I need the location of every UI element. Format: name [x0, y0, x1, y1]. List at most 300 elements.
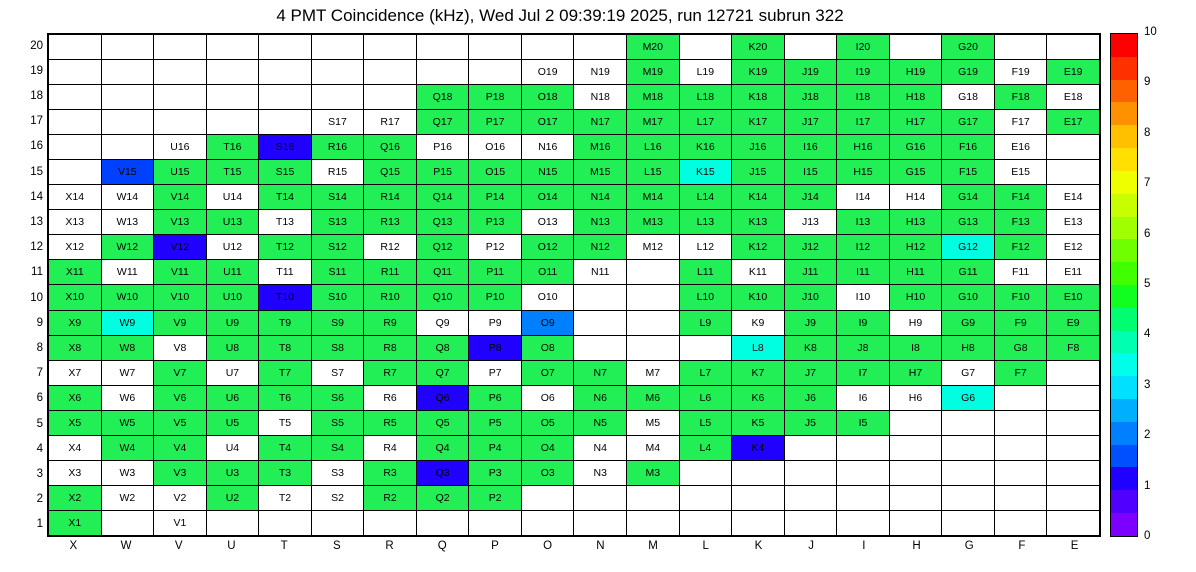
- heatmap-cell-empty: [1047, 435, 1100, 460]
- heatmap-cell-empty: [889, 460, 942, 485]
- heatmap-cell-L14: L14: [679, 185, 732, 210]
- heatmap-cell-E12: E12: [1047, 235, 1100, 260]
- x-axis-tick: E: [1070, 540, 1079, 552]
- heatmap-cell-R2: R2: [364, 485, 417, 510]
- heatmap-cell-G18: G18: [942, 85, 995, 110]
- heatmap-row: [49, 360, 1100, 385]
- heatmap-cell-G6: G6: [942, 385, 995, 410]
- heatmap-cell-J10: J10: [784, 285, 837, 310]
- x-axis-tick: O: [543, 540, 553, 552]
- colorbar-tick: 5: [1144, 278, 1151, 290]
- heatmap-cell-R16: R16: [311, 135, 364, 160]
- heatmap-cell-F7: F7: [994, 360, 1047, 385]
- heatmap-cell-empty: [521, 485, 574, 510]
- heatmap-cell-Q16: Q16: [364, 135, 417, 160]
- heatmap-cell-K18: K18: [732, 85, 785, 110]
- heatmap-cell-empty: [154, 35, 207, 60]
- heatmap-cell-W3: W3: [101, 460, 154, 485]
- heatmap-cell-I7: I7: [837, 360, 890, 385]
- heatmap-cell-empty: [154, 85, 207, 110]
- heatmap-cell-L8: L8: [732, 335, 785, 360]
- heatmap-cell-empty: [311, 60, 364, 85]
- heatmap-cell-empty: [942, 460, 995, 485]
- heatmap-cell-R6: R6: [364, 385, 417, 410]
- heatmap-cell-M13: M13: [627, 210, 680, 235]
- heatmap-cell-O16: O16: [469, 135, 522, 160]
- heatmap-cell-S5: S5: [311, 410, 364, 435]
- x-axis-tick: S: [333, 540, 341, 552]
- heatmap-cell-empty: [206, 35, 259, 60]
- heatmap-cell-empty: [206, 60, 259, 85]
- colorbar-segment: [1111, 399, 1137, 422]
- heatmap-cell-J6: J6: [784, 385, 837, 410]
- heatmap-cell-K17: K17: [732, 110, 785, 135]
- heatmap-cell-empty: [416, 60, 469, 85]
- heatmap-cell-J19: J19: [784, 60, 837, 85]
- heatmap-cell-S16: S16: [259, 135, 312, 160]
- heatmap-cell-R10: R10: [364, 285, 417, 310]
- heatmap-cell-J18: J18: [784, 85, 837, 110]
- heatmap-cell-empty: [49, 110, 102, 135]
- heatmap-cell-X1: X1: [49, 510, 102, 535]
- heatmap-cell-R13: R13: [364, 210, 417, 235]
- heatmap-cell-empty: [469, 510, 522, 535]
- heatmap-cell-G8: G8: [994, 335, 1047, 360]
- heatmap-cell-H12: H12: [889, 235, 942, 260]
- heatmap-cell-Q3: Q3: [416, 460, 469, 485]
- y-axis-tick: 3: [36, 468, 43, 480]
- heatmap-cell-T4: T4: [259, 435, 312, 460]
- heatmap-cell-P14: P14: [469, 185, 522, 210]
- heatmap-cell-X7: X7: [49, 360, 102, 385]
- heatmap-cell-U6: U6: [206, 385, 259, 410]
- heatmap-cell-J14: J14: [784, 185, 837, 210]
- heatmap-cell-N7: N7: [574, 360, 627, 385]
- heatmap-cell-empty: [364, 510, 417, 535]
- heatmap-cell-H9: H9: [889, 310, 942, 335]
- colorbar-segment: [1111, 148, 1137, 171]
- heatmap-cell-M14: M14: [627, 185, 680, 210]
- heatmap-cell-empty: [784, 35, 837, 60]
- heatmap-cell-empty: [784, 485, 837, 510]
- heatmap-cell-empty: [889, 435, 942, 460]
- heatmap-row: [49, 160, 1100, 185]
- heatmap-cell-T13: T13: [259, 210, 312, 235]
- heatmap-row: [49, 510, 1100, 535]
- heatmap-cell-empty: [837, 435, 890, 460]
- heatmap-cell-L15: L15: [627, 160, 680, 185]
- heatmap-cell-P7: P7: [469, 360, 522, 385]
- heatmap-cell-P4: P4: [469, 435, 522, 460]
- y-axis-tick: 5: [36, 417, 43, 430]
- heatmap-cell-X13: X13: [49, 210, 102, 235]
- heatmap-cell-V9: V9: [154, 310, 207, 335]
- heatmap-cell-M5: M5: [627, 410, 680, 435]
- heatmap-cell-K12: K12: [732, 235, 785, 260]
- heatmap-cell-G9: G9: [942, 310, 995, 335]
- colorbar-segment: [1111, 217, 1137, 240]
- heatmap-cell-G16: G16: [889, 135, 942, 160]
- x-axis-tick: I: [862, 540, 866, 552]
- heatmap-cell-H13: H13: [889, 210, 942, 235]
- y-axis-tick: 6: [36, 392, 43, 405]
- heatmap-cell-N4: N4: [574, 435, 627, 460]
- heatmap-row: [49, 60, 1100, 85]
- heatmap-cell-J9: J9: [784, 310, 837, 335]
- heatmap-cell-H7: H7: [889, 360, 942, 385]
- heatmap-cell-H14: H14: [889, 185, 942, 210]
- heatmap-cell-empty: [101, 135, 154, 160]
- heatmap-cell-empty: [627, 335, 680, 360]
- heatmap-cell-Q14: Q14: [416, 185, 469, 210]
- heatmap-row: [49, 135, 1100, 160]
- x-axis-tick: X: [69, 540, 78, 552]
- heatmap-cell-R15: R15: [311, 160, 364, 185]
- heatmap-cell-P10: P10: [469, 285, 522, 310]
- heatmap-table: [48, 34, 1100, 536]
- heatmap-cell-M4: M4: [627, 435, 680, 460]
- heatmap-cell-empty: [101, 85, 154, 110]
- colorbar-segment: [1111, 331, 1137, 354]
- heatmap-cell-L5: L5: [679, 410, 732, 435]
- heatmap-cell-empty: [206, 110, 259, 135]
- y-axis-tick: 14: [30, 190, 43, 203]
- heatmap-cell-S17: S17: [311, 110, 364, 135]
- heatmap-cell-empty: [416, 510, 469, 535]
- heatmap-cell-empty: [311, 510, 364, 535]
- colorbar-segment: [1111, 422, 1137, 445]
- heatmap-cell-S4: S4: [311, 435, 364, 460]
- heatmap-cell-empty: [994, 510, 1047, 535]
- heatmap-cell-empty: [837, 485, 890, 510]
- heatmap-row: [49, 335, 1100, 360]
- heatmap-cell-L9: L9: [679, 310, 732, 335]
- heatmap-cell-empty: [627, 510, 680, 535]
- x-axis-labels: [47, 540, 1101, 558]
- colorbar: [1110, 33, 1138, 537]
- heatmap-cell-empty: [49, 35, 102, 60]
- heatmap-cell-U4: U4: [206, 435, 259, 460]
- heatmap-cell-empty: [994, 485, 1047, 510]
- heatmap-cell-U13: U13: [206, 210, 259, 235]
- heatmap-cell-N18: N18: [574, 85, 627, 110]
- heatmap-cell-L16: L16: [627, 135, 680, 160]
- heatmap-cell-S9: S9: [311, 310, 364, 335]
- heatmap-cell-X2: X2: [49, 485, 102, 510]
- heatmap-cell-M15: M15: [574, 160, 627, 185]
- heatmap-cell-X10: X10: [49, 285, 102, 310]
- heatmap-cell-L13: L13: [679, 210, 732, 235]
- heatmap-cell-P11: P11: [469, 260, 522, 285]
- heatmap-cell-S11: S11: [311, 260, 364, 285]
- heatmap-cell-T5: T5: [259, 410, 312, 435]
- heatmap-cell-G11: G11: [942, 260, 995, 285]
- heatmap-cell-empty: [994, 435, 1047, 460]
- heatmap-cell-O13: O13: [521, 210, 574, 235]
- heatmap-cell-empty: [994, 410, 1047, 435]
- heatmap-cell-empty: [101, 35, 154, 60]
- heatmap-cell-V15: V15: [101, 160, 154, 185]
- heatmap-cell-W8: W8: [101, 335, 154, 360]
- heatmap-cell-X6: X6: [49, 385, 102, 410]
- heatmap-row: [49, 285, 1100, 310]
- heatmap-cell-O4: O4: [521, 435, 574, 460]
- heatmap-cell-R14: R14: [364, 185, 417, 210]
- heatmap-cell-S3: S3: [311, 460, 364, 485]
- heatmap-cell-S8: S8: [311, 335, 364, 360]
- heatmap-cell-empty: [1047, 485, 1100, 510]
- heatmap-cell-V3: V3: [154, 460, 207, 485]
- heatmap-cell-V6: V6: [154, 385, 207, 410]
- heatmap-cell-L19: L19: [679, 60, 732, 85]
- heatmap-cell-empty: [942, 435, 995, 460]
- heatmap-row: [49, 235, 1100, 260]
- heatmap-cell-V5: V5: [154, 410, 207, 435]
- heatmap-cell-T8: T8: [259, 335, 312, 360]
- y-axis-tick: 17: [30, 115, 43, 128]
- colorbar-segment: [1111, 57, 1137, 80]
- y-axis-tick: 13: [30, 216, 43, 228]
- heatmap-cell-R3: R3: [364, 460, 417, 485]
- heatmap-cell-O10: O10: [521, 285, 574, 310]
- heatmap-cell-E10: E10: [1047, 285, 1100, 310]
- heatmap-cell-Q15: Q15: [364, 160, 417, 185]
- heatmap-cell-empty: [994, 460, 1047, 485]
- heatmap-cell-M3: M3: [627, 460, 680, 485]
- heatmap-cell-U9: U9: [206, 310, 259, 335]
- heatmap-cell-M18: M18: [627, 85, 680, 110]
- heatmap-cell-O11: O11: [521, 260, 574, 285]
- x-axis-tick: L: [702, 540, 709, 552]
- heatmap-cell-F16: F16: [942, 135, 995, 160]
- heatmap-cell-empty: [259, 35, 312, 60]
- heatmap-cell-J13: J13: [784, 210, 837, 235]
- heatmap-cell-H17: H17: [889, 110, 942, 135]
- heatmap-cell-J15: J15: [732, 160, 785, 185]
- heatmap-cell-J8: J8: [837, 335, 890, 360]
- heatmap-cell-Q17: Q17: [416, 110, 469, 135]
- heatmap-cell-empty: [679, 485, 732, 510]
- heatmap-cell-empty: [679, 335, 732, 360]
- heatmap-cell-I6: I6: [837, 385, 890, 410]
- heatmap-cell-empty: [784, 435, 837, 460]
- heatmap-cell-I16: I16: [784, 135, 837, 160]
- heatmap-cell-L7: L7: [679, 360, 732, 385]
- heatmap-cell-F9: F9: [994, 310, 1047, 335]
- heatmap-cell-empty: [1047, 460, 1100, 485]
- heatmap-cell-empty: [101, 510, 154, 535]
- heatmap-row: [49, 435, 1100, 460]
- heatmap-cell-empty: [416, 35, 469, 60]
- colorbar-tick: 4: [1144, 328, 1151, 341]
- x-axis-tick: G: [964, 540, 974, 552]
- heatmap-cell-V4: V4: [154, 435, 207, 460]
- heatmap-cell-I11: I11: [837, 260, 890, 285]
- heatmap-cell-P6: P6: [469, 385, 522, 410]
- heatmap-cell-empty: [364, 85, 417, 110]
- heatmap-cell-F14: F14: [994, 185, 1047, 210]
- heatmap-cell-J16: J16: [732, 135, 785, 160]
- colorbar-segment: [1111, 376, 1137, 399]
- heatmap-cell-U11: U11: [206, 260, 259, 285]
- heatmap-cell-G14: G14: [942, 185, 995, 210]
- heatmap-cell-empty: [574, 35, 627, 60]
- heatmap-cell-K5: K5: [732, 410, 785, 435]
- heatmap-cell-F8: F8: [1047, 335, 1100, 360]
- colorbar-segment: [1111, 513, 1137, 536]
- heatmap-cell-X9: X9: [49, 310, 102, 335]
- y-axis-tick: 12: [30, 241, 43, 254]
- heatmap-row: [49, 485, 1100, 510]
- colorbar-labels: [1140, 26, 1180, 542]
- heatmap-cell-empty: [574, 485, 627, 510]
- y-axis-tick: 18: [30, 90, 43, 102]
- heatmap-cell-S13: S13: [311, 210, 364, 235]
- colorbar-tick: 9: [1144, 76, 1151, 89]
- heatmap-cell-Q12: Q12: [416, 235, 469, 260]
- heatmap-cell-M7: M7: [627, 360, 680, 385]
- heatmap-cell-N16: N16: [521, 135, 574, 160]
- heatmap-cell-empty: [521, 510, 574, 535]
- heatmap-cell-R12: R12: [364, 235, 417, 260]
- x-axis-tick: V: [174, 540, 183, 552]
- heatmap-cell-V10: V10: [154, 285, 207, 310]
- heatmap-cell-W12: W12: [101, 235, 154, 260]
- heatmap-cell-V13: V13: [154, 210, 207, 235]
- heatmap-cell-Q10: Q10: [416, 285, 469, 310]
- heatmap-cell-W10: W10: [101, 285, 154, 310]
- heatmap-cell-Q8: Q8: [416, 335, 469, 360]
- heatmap-cell-empty: [784, 460, 837, 485]
- heatmap-cell-W7: W7: [101, 360, 154, 385]
- heatmap-cell-P12: P12: [469, 235, 522, 260]
- x-axis-tick: H: [912, 540, 921, 552]
- x-axis-tick: K: [754, 540, 763, 552]
- x-axis-tick: W: [120, 540, 132, 552]
- heatmap-cell-R8: R8: [364, 335, 417, 360]
- heatmap-cell-empty: [1047, 160, 1100, 185]
- heatmap-cell-empty: [679, 35, 732, 60]
- heatmap-cell-O6: O6: [521, 385, 574, 410]
- heatmap-cell-empty: [1047, 135, 1100, 160]
- heatmap-cell-T9: T9: [259, 310, 312, 335]
- heatmap-cell-empty: [574, 510, 627, 535]
- heatmap-cell-F10: F10: [994, 285, 1047, 310]
- heatmap-row: [49, 110, 1100, 135]
- heatmap-cell-E19: E19: [1047, 60, 1100, 85]
- heatmap-cell-N17: N17: [574, 110, 627, 135]
- heatmap-cell-K10: K10: [732, 285, 785, 310]
- heatmap-cell-M20: M20: [627, 35, 680, 60]
- heatmap-cell-T3: T3: [259, 460, 312, 485]
- heatmap-cell-G19: G19: [942, 60, 995, 85]
- heatmap-cell-O9: O9: [521, 310, 574, 335]
- heatmap-cell-I18: I18: [837, 85, 890, 110]
- heatmap-cell-O18: O18: [521, 85, 574, 110]
- heatmap-cell-V11: V11: [154, 260, 207, 285]
- heatmap-cell-empty: [889, 485, 942, 510]
- heatmap-row: [49, 185, 1100, 210]
- heatmap-cell-J7: J7: [784, 360, 837, 385]
- heatmap-cell-Q6: Q6: [416, 385, 469, 410]
- heatmap-cell-O5: O5: [521, 410, 574, 435]
- heatmap-cell-empty: [574, 310, 627, 335]
- heatmap-cell-T15: T15: [206, 160, 259, 185]
- heatmap-cell-P15: P15: [416, 160, 469, 185]
- heatmap-cell-Q5: Q5: [416, 410, 469, 435]
- heatmap-cell-G15: G15: [889, 160, 942, 185]
- heatmap-cell-Q2: Q2: [416, 485, 469, 510]
- heatmap-cell-G17: G17: [942, 110, 995, 135]
- heatmap-cell-R11: R11: [364, 260, 417, 285]
- heatmap-cell-S10: S10: [311, 285, 364, 310]
- heatmap-cell-M12: M12: [627, 235, 680, 260]
- colorbar-segment: [1111, 194, 1137, 217]
- heatmap-cell-empty: [889, 510, 942, 535]
- heatmap-cell-E18: E18: [1047, 85, 1100, 110]
- heatmap-cell-empty: [154, 60, 207, 85]
- heatmap-cell-K19: K19: [732, 60, 785, 85]
- heatmap-cell-W14: W14: [101, 185, 154, 210]
- heatmap-cell-F13: F13: [994, 210, 1047, 235]
- heatmap-cell-P9: P9: [469, 310, 522, 335]
- heatmap-cell-W2: W2: [101, 485, 154, 510]
- colorbar-tick: 1: [1144, 479, 1151, 492]
- colorbar-tick: 3: [1144, 378, 1151, 391]
- heatmap-cell-E15: E15: [994, 160, 1047, 185]
- heatmap-cell-K7: K7: [732, 360, 785, 385]
- heatmap-cell-L12: L12: [679, 235, 732, 260]
- heatmap-cell-R5: R5: [364, 410, 417, 435]
- heatmap-cell-V2: V2: [154, 485, 207, 510]
- heatmap-cell-S7: S7: [311, 360, 364, 385]
- colorbar-tick: 6: [1144, 227, 1151, 240]
- heatmap-grid: [47, 33, 1101, 537]
- heatmap-cell-F11: F11: [994, 260, 1047, 285]
- heatmap-cell-V7: V7: [154, 360, 207, 385]
- x-axis-tick: M: [648, 540, 658, 552]
- heatmap-cell-E11: E11: [1047, 260, 1100, 285]
- heatmap-cell-I19: I19: [837, 60, 890, 85]
- heatmap-cell-R4: R4: [364, 435, 417, 460]
- heatmap-cell-N13: N13: [574, 210, 627, 235]
- heatmap-cell-M16: M16: [574, 135, 627, 160]
- heatmap-cell-H19: H19: [889, 60, 942, 85]
- heatmap-cell-L10: L10: [679, 285, 732, 310]
- heatmap-cell-empty: [49, 60, 102, 85]
- heatmap-cell-V1: V1: [154, 510, 207, 535]
- heatmap-cell-T14: T14: [259, 185, 312, 210]
- heatmap-cell-empty: [1047, 410, 1100, 435]
- heatmap-cell-empty: [101, 110, 154, 135]
- heatmap-cell-empty: [206, 85, 259, 110]
- heatmap-cell-G10: G10: [942, 285, 995, 310]
- heatmap-cell-O7: O7: [521, 360, 574, 385]
- heatmap-cell-R9: R9: [364, 310, 417, 335]
- y-axis-tick: 8: [36, 342, 43, 354]
- heatmap-cell-P3: P3: [469, 460, 522, 485]
- heatmap-cell-empty: [49, 85, 102, 110]
- heatmap-cell-I14: I14: [837, 185, 890, 210]
- y-axis-tick: 15: [30, 165, 43, 178]
- y-axis-labels: [0, 33, 43, 537]
- x-axis-tick: U: [227, 540, 236, 552]
- y-axis-tick: 19: [30, 64, 43, 77]
- heatmap-cell-O17: O17: [521, 110, 574, 135]
- heatmap-cell-empty: [679, 460, 732, 485]
- colorbar-segment: [1111, 102, 1137, 125]
- y-axis-tick: 10: [30, 291, 43, 304]
